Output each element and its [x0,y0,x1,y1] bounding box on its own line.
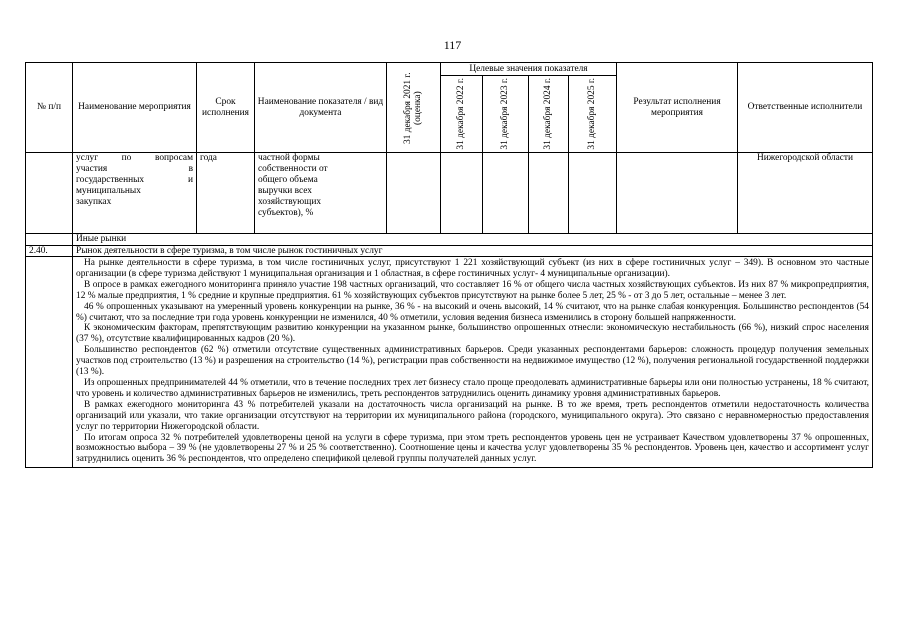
description-num [26,257,73,468]
paragraph: На рынке деятельности в сфере туризма, в том числе гостиничных услуг, присутствуют 1 221 хозяйствующий субъект (из них в сфере гостиничных услуг – 349). В основном это частные организации (в сфере туризма действуют 1 муниципальная организация и 1 областная, в сфере гостиничных услуг- 4 муниципальные организации). [76,258,869,279]
cont-2022 [441,153,483,234]
item-title: Рынок деятельности в сфере туризма, в том числе рынок гостиничных услуг [73,245,873,257]
cont-indicator: частной формы собственности от общего объема выручки всех хозяйствующих субъектов), % [255,153,387,234]
section-other-markets: Иные рынки [73,234,873,246]
cont-2021 [387,153,441,234]
measures-table [25,62,873,468]
cont-deadline: года [197,153,255,234]
header-target-values: Целевые значения показателя [441,63,617,76]
paragraph: 46 % опрошенных указывают на умеренный уровень конкуренции на рынке, 36 % - на высокий и очень высокий, 14 % считают, что на рынке слабая конкуренция. Большинство респондентов (54 %) считают, что за последние три года уровень конкуренции не изменился, 40 % отметили, условия ведения бизнеса изменились в сторону большей напряженности. [76,301,869,323]
header-result: Результат исполнения мероприятия [617,63,738,153]
section-num [26,234,73,246]
header-num: № п/п [26,63,73,153]
cont-2025 [569,153,617,234]
section-row [26,234,873,246]
paragraph: Из опрошенных предпринимателей 44 % отметили, что в течение последних трех лет бизнесу стало проще преодолевать административные барьеры или они полностью устранены, 18 % считают, что уровень и количество административных барьеров не изменились, треть респондентов затруднились оценить динамику уровня административных барьеров. [76,377,869,399]
header-dec-2024: 31 декабря 2024 г. [529,76,569,153]
header-dec-2022: 31 декабря 2022 г. [441,76,483,153]
header-event-name: Наименование мероприятия [73,63,197,153]
paragraph: В опросе в рамках ежегодного мониторинга приняло участие 198 частных организаций, что составляет 16 % от общего числа частных хозяйствующих субъектов. Из них 87 % микропредприятия, 12 % малые предприятия, 1 % средние и крупные предприятия. 61 % хозяйствующих субъектов присутствуют на рынке более 5 лет, 25 % - от 3 до 5 лет, остальные – менее 3 лет. [76,279,869,301]
paragraph: В рамках ежегодного мониторинга 43 % потребителей указали на достаточность числа организаций на рынке. В то же время, треть респондентов отметили недостаточность количества организаций или указали, что такие организации отсутствуют на территории их муниципального района (городского, муниципального округа). Это связано с неравномерностью предоставления услуг по территории Нижегородской области. [76,399,869,432]
cont-result [617,153,738,234]
cont-responsible: Нижегородской области [738,153,873,234]
header-indicator-name: Наименование показателя / вид документа [255,63,387,153]
page-number: 117 [443,38,462,52]
market-description [73,257,873,468]
header-responsible: Ответственные исполнители [738,63,873,153]
paragraph: Большинство респондентов (62 %) отметили отсутствие существенных административных барьеров. Среди указанных респондентами барьеров: сложность процедур получения земельных участков под строительство (13 %) и разрешения на строительство (14 %), регистрации прав собственности на недвижимое имущество (12 %), получения региональной государственной поддержки (13 %). [76,345,869,378]
continuation-row [26,153,873,234]
paragraph: К экономическим факторам, препятствующим развитию конкуренции на указанном рынке, большинство опрошенных отнесли: экономическую нестабильность (66 %), низкий спрос населения (37 %), отсутствие квалифицированных кадров (20 %). [76,323,869,345]
header-dec-2023: 31 декабря 2023 г. [483,76,529,153]
description-row [26,257,873,468]
header-dec-2021: 31 декабря 2021 г. (оценка) [387,63,441,153]
item-row [26,245,873,257]
header-deadline: Срок исполнения [197,63,255,153]
cont-event-name: услуг по вопросам участия в государственных и муниципальных закупках [73,153,197,234]
paragraph: По итогам опроса 32 % потребителей удовлетворены ценой на услуги в сфере туризма, при этом треть респондентов уровень цен не устраивает Качеством удовлетворены 37 % опрошенных, возможностью выбора – 39 % (не удовлетворены 27 % и 25 % соответственно). Соотношение цены и качества услуг удовлетворены 35 % респондентов. Уровень цен, качество и ассортимент услуг затруднились оценить 36 % респондентов, что определено спецификой целевой группы получателей данных услуг. [76,432,869,465]
cont-2024 [529,153,569,234]
cont-num [26,153,73,234]
header-dec-2025: 31 декабря 2025 г. [569,76,617,153]
cont-2023 [483,153,529,234]
item-num: 2.40. [26,245,73,257]
